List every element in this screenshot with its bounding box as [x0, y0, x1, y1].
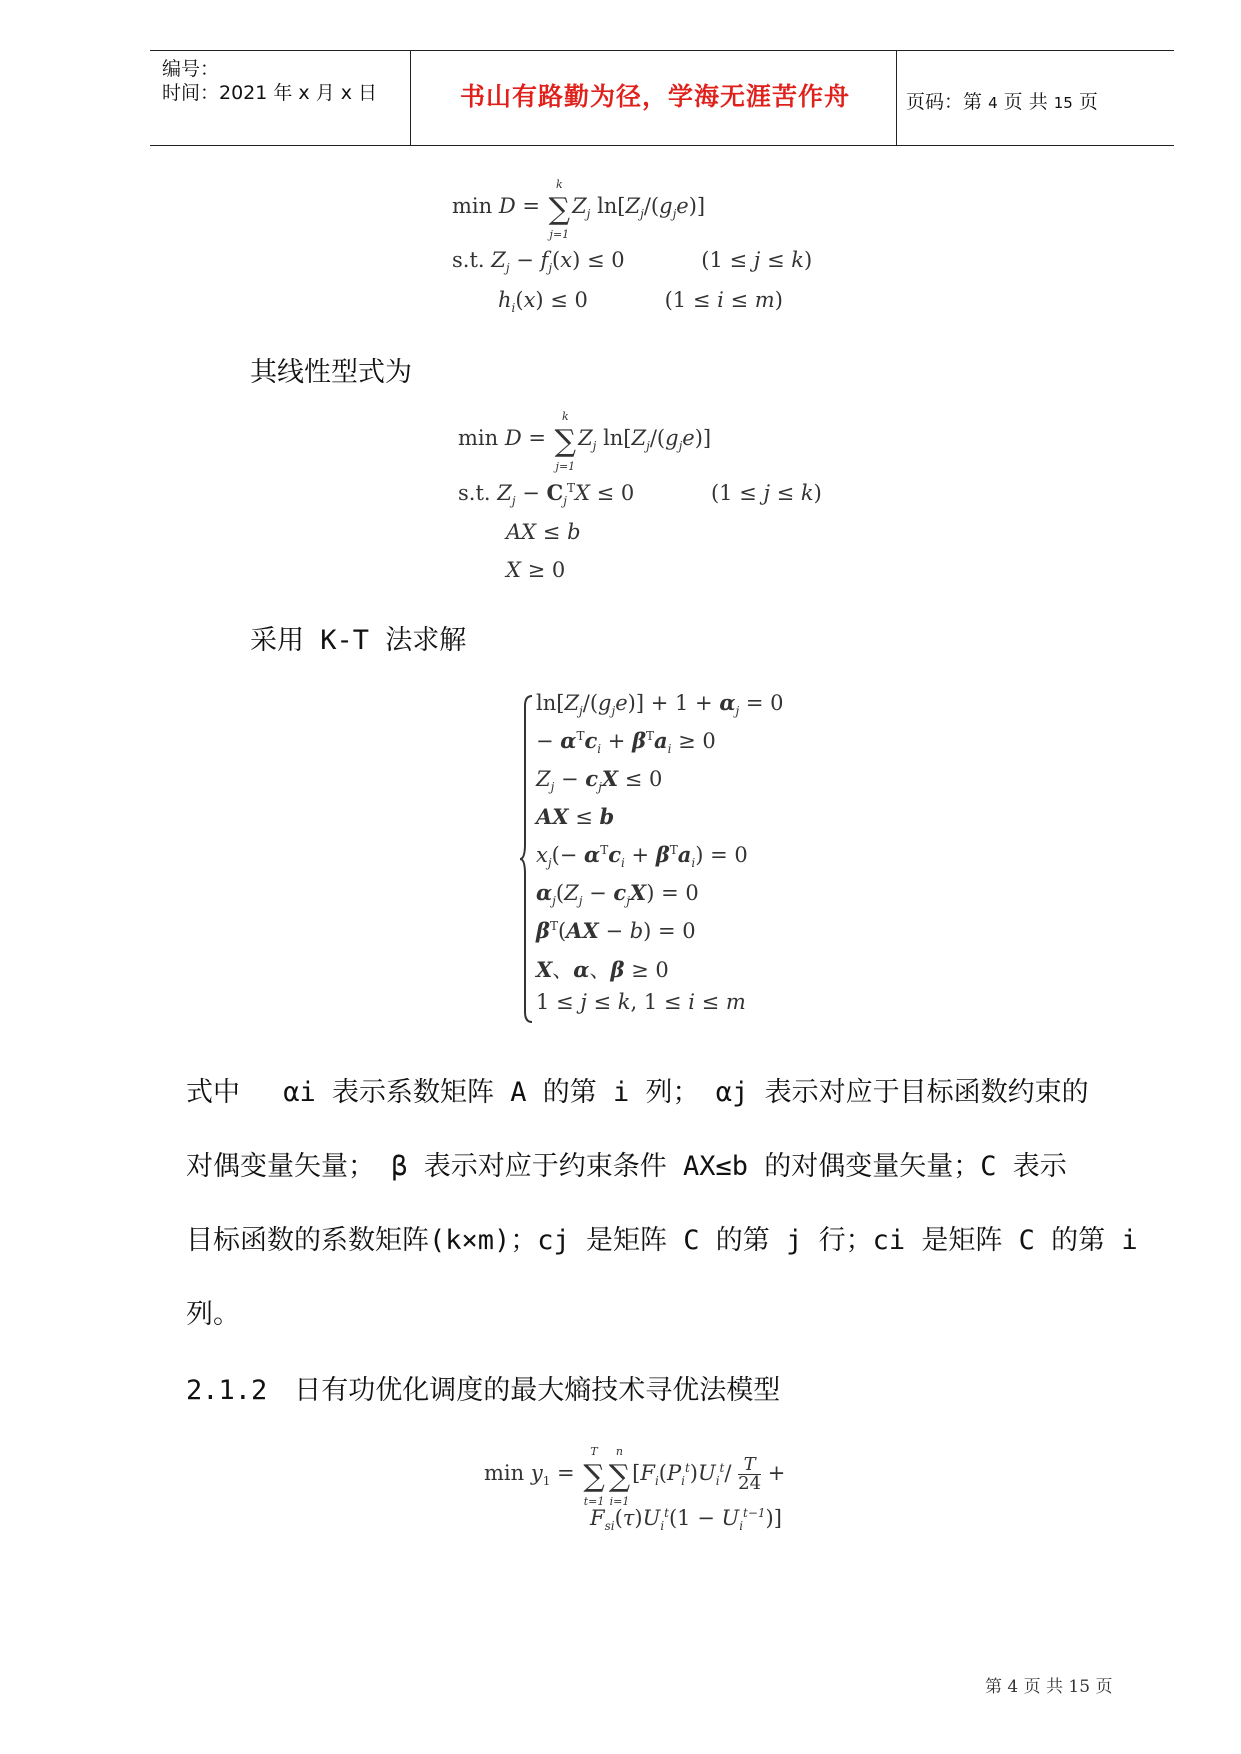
section-heading: 2.1.2 日有功优化调度的最大熵技术寻优法模型 [186, 1375, 781, 1406]
formula-max-entropy-model: min D = ∑ k j=1 $Z_j$ $\ln[Z_j/(g_je)]$ s.t. $Z_j - f_j(x) \le 0$ (1 ≤ j ≤ k) $h_i(x) \le 0$ (1 ≤ i ≤ m) [452, 178, 813, 316]
date-label: 时间：2021 年 x 月 x 日 [162, 82, 378, 104]
header-page-total: 15 [1053, 94, 1073, 112]
paragraph-linear-form: 其线性型式为 [250, 357, 412, 388]
paragraph-explanation-line: 目标函数的系数矩阵(k×m)；cj 是矩阵 C 的第 j 行；ci 是矩阵 C 的第 i [186, 1225, 1138, 1256]
formula-daily-dispatch-objective: $\min y_1$ = ∑ T t=1 ∑ n i=1 [$F_i(P_i^t)U_i^t/$ $\frac{T}{24}$ + $F_{si}(\tau)U_i^t(1 - U_i^{t-1})$] [484, 1445, 786, 1534]
left-brace-icon [520, 694, 534, 1024]
header-page-info: 页码：第 4 页 共 15 页 [906, 91, 1098, 113]
header-meta [162, 57, 377, 105]
page-footer: 第 4 页 共 15 页 [985, 1677, 1113, 1697]
header-divider [896, 51, 897, 145]
paragraph-explanation-line: 列。 [186, 1299, 240, 1330]
paragraph-explanation-line: 式中 αi 表示系数矩阵 A 的第 i 列； αj 表示对应于目标函数约束的 [186, 1077, 1089, 1108]
formula-kt-conditions: $\ln[Z_j/(g_je)] + 1 + \alpha_j = 0$ − $\alpha^Tc_i + \beta^Ta_i \ge 0$ $Z_j - c_jX \le 0$ AX ≤ b $x_j(- \alpha^Tc_i + \beta^Ta_i) = 0$ $\alpha_j(Z_j - c_jX) = 0$ $\beta^T(AX - b) = 0$ X、α、β ≥ 0 1 ≤ j ≤ k, 1 ≤ i ≤ m [520, 690, 840, 1030]
header-page-current: 4 [988, 94, 998, 112]
header-motto: 书山有路勤为径，学海无涯苦作舟 [459, 82, 850, 111]
serial-number-label: 编号： [162, 58, 220, 80]
document-header [150, 50, 1174, 146]
paragraph-explanation-line: 对偶变量矢量； β 表示对应于约束条件 AX≤b 的对偶变量矢量；C 表示 [186, 1151, 1067, 1182]
formula-linear-model: min D = ∑ k j=1 $Z_j$ $\ln[Z_j/(g_je)]$ s.t. $Z_j - C_j^TX \le 0$ (1 ≤ j ≤ k) AX ≤ b X ≥ 0 [458, 410, 822, 582]
paragraph-kt-method: 采用 K-T 法求解 [250, 625, 467, 656]
